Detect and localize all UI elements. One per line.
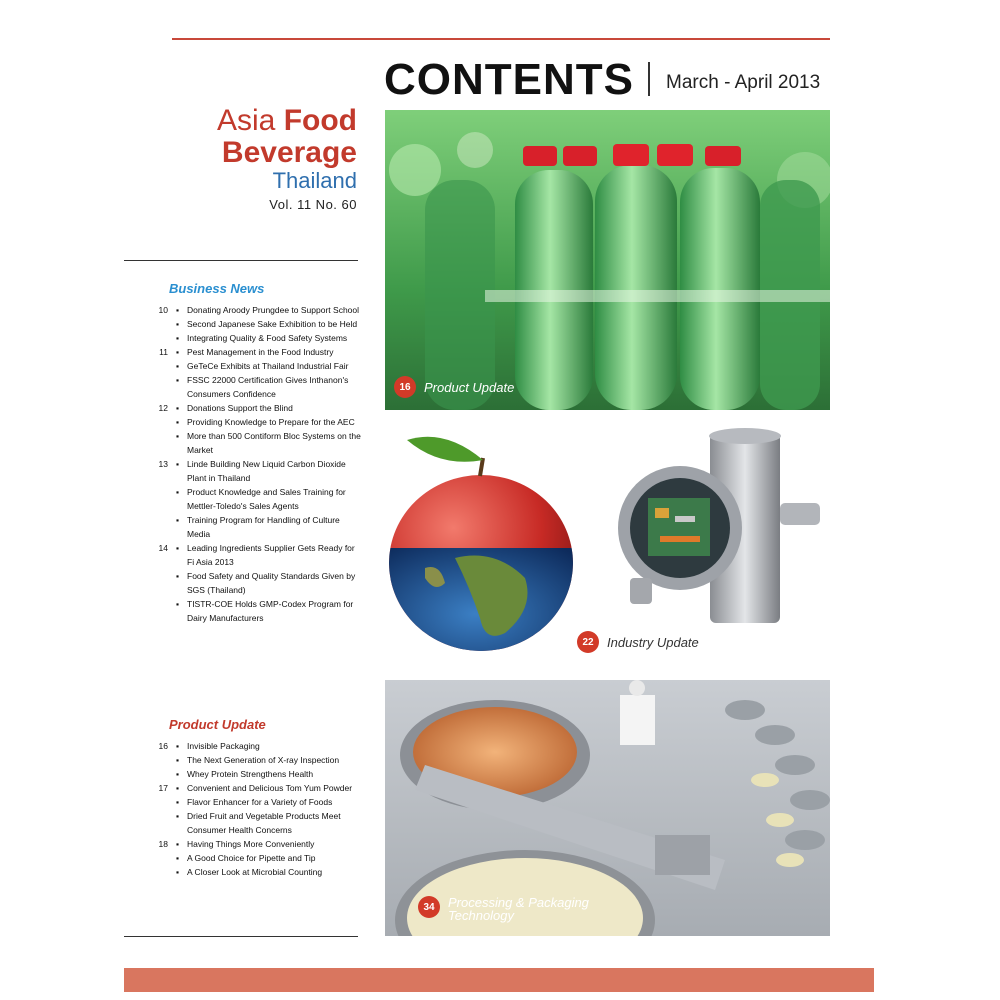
entry-title: Integrating Quality & Food Safety Systems: [187, 333, 348, 343]
sidebar-top-rule: [124, 260, 358, 261]
contents-entry[interactable]: [124, 569, 364, 597]
entry-title: Donating Aroody Prungdee to Support School: [187, 305, 360, 315]
page-number: [124, 429, 176, 457]
page-number: [124, 373, 176, 401]
title-separator: [648, 62, 650, 96]
bullet-icon: ▪: [176, 487, 180, 497]
bullet-icon: ▪: [176, 361, 180, 371]
bullet-icon: ▪: [176, 755, 180, 765]
bullet-icon: ▪: [176, 839, 180, 849]
entry-title: Leading Ingredients Supplier Gets Ready for Fi Asia 2013: [187, 543, 355, 567]
page-number: [124, 485, 176, 513]
bullet-icon: ▪: [176, 783, 180, 793]
page-number: [124, 331, 176, 345]
bottles-photo: [385, 110, 830, 410]
top-rule: [172, 38, 830, 40]
contents-entry[interactable]: [124, 513, 364, 541]
page-number: 17: [158, 783, 168, 793]
bullet-icon: ▪: [176, 853, 180, 863]
page-number: 18: [158, 839, 168, 849]
page-number: 13: [158, 459, 168, 469]
brand-country: Thailand: [272, 168, 357, 193]
section-heading: Business News: [169, 281, 265, 296]
contents-entry[interactable]: [124, 373, 364, 401]
entry-list: [124, 303, 364, 625]
feature-label-product-update[interactable]: [394, 376, 514, 398]
sensor-illustration: [600, 428, 830, 628]
page-badge: 22: [577, 631, 599, 653]
contents-entry[interactable]: [124, 359, 364, 373]
bullet-icon: ▪: [176, 741, 180, 751]
contents-entry[interactable]: [124, 809, 364, 837]
bullet-icon: ▪: [176, 515, 180, 525]
bullet-icon: ▪: [176, 459, 180, 469]
bullet-icon: ▪: [176, 403, 180, 413]
contents-entry[interactable]: [124, 541, 364, 569]
contents-entry[interactable]: [124, 303, 364, 317]
entry-title: Second Japanese Sake Exhibition to be Held: [187, 319, 358, 329]
entry-title: Pest Management in the Food Industry: [187, 347, 334, 357]
bottles-illustration: [385, 110, 830, 410]
contents-entry[interactable]: [124, 781, 364, 795]
page-number: 11: [159, 347, 168, 357]
page-number: [124, 767, 176, 781]
feature-label-processing-packaging[interactable]: [418, 896, 608, 922]
contents-entry[interactable]: [124, 457, 364, 485]
contents-entry[interactable]: [124, 597, 364, 625]
entry-title: GeTeCe Exhibits at Thailand Industrial Fair: [187, 361, 349, 371]
contents-entry[interactable]: [124, 485, 364, 513]
entry-title: FSSC 22000 Certification Gives Inthanon's Consumers Confidence: [187, 375, 349, 399]
bullet-icon: ▪: [176, 319, 180, 329]
brand-food: Food: [283, 104, 357, 137]
bullet-icon: ▪: [176, 347, 180, 357]
magazine-brand: [217, 106, 357, 211]
contents-entry[interactable]: [124, 837, 364, 851]
entry-title: More than 500 Contiform Bloc Systems on the Market: [187, 431, 361, 455]
business-news-section: [124, 281, 364, 625]
feature-title: Processing & Packaging Technology: [448, 895, 589, 923]
page-number: [124, 851, 176, 865]
page-title: CONTENTS: [384, 55, 634, 104]
page-number: 10: [158, 305, 168, 315]
contents-entry[interactable]: [124, 331, 364, 345]
brand-volume: Vol. 11 No. 60: [269, 197, 357, 212]
page-number: [124, 753, 176, 767]
bullet-icon: ▪: [176, 417, 180, 427]
feature-title: Product Update: [424, 379, 515, 395]
page-number: [124, 359, 176, 373]
entry-title: Dried Fruit and Vegetable Products Meet Consumer Health Concerns: [187, 811, 341, 835]
contents-entry[interactable]: [124, 851, 364, 865]
feature-title: Industry Update: [607, 634, 699, 650]
entry-title: Invisible Packaging: [187, 741, 260, 751]
contents-entry[interactable]: [124, 317, 364, 331]
entry-list: [124, 739, 364, 879]
product-update-section: [124, 717, 364, 879]
bullet-icon: ▪: [176, 769, 180, 779]
entry-title: Donations Support the Blind: [187, 403, 293, 413]
entry-title: Linde Building New Liquid Carbon Dioxide Plant in Thailand: [187, 459, 346, 483]
section-heading: Product Update: [169, 717, 266, 732]
page-number: 12: [158, 403, 168, 413]
contents-entry[interactable]: [124, 753, 364, 767]
contents-entry[interactable]: [124, 767, 364, 781]
brand-line-1: [217, 106, 357, 136]
entry-title: Product Knowledge and Sales Training for Mettler-Toledo's Sales Agents: [187, 487, 346, 511]
contents-entry[interactable]: [124, 865, 364, 879]
contents-entry[interactable]: [124, 401, 364, 415]
sidebar-bottom-rule: [124, 936, 358, 937]
brand-asia: Asia: [216, 104, 276, 137]
apple-earth-photo: [385, 428, 585, 658]
page-number: [124, 317, 176, 331]
page-number: [124, 795, 176, 809]
entry-title: A Closer Look at Microbial Counting: [187, 867, 323, 877]
page-number: [124, 513, 176, 541]
entry-title: Providing Knowledge to Prepare for the AEC: [187, 417, 355, 427]
contents-entry[interactable]: [124, 739, 364, 753]
entry-title: Whey Protein Strengthens Health: [187, 769, 314, 779]
entry-title: Flavor Enhancer for a Variety of Foods: [187, 797, 333, 807]
entry-title: The Next Generation of X-ray Inspection: [187, 755, 340, 765]
contents-entry[interactable]: [124, 795, 364, 809]
bullet-icon: ▪: [176, 543, 180, 553]
entry-title: Having Things More Conveniently: [187, 839, 315, 849]
contents-entry[interactable]: [124, 345, 364, 359]
page-number: [124, 597, 176, 625]
entry-title: A Good Choice for Pipette and Tip: [187, 853, 316, 863]
bullet-icon: ▪: [176, 571, 180, 581]
bullet-icon: ▪: [176, 867, 180, 877]
page-number: [124, 865, 176, 879]
apple-earth-illustration: [385, 428, 585, 658]
page-number: [124, 415, 176, 429]
page-badge: 34: [418, 896, 440, 918]
bullet-icon: ▪: [176, 305, 180, 315]
page-number: [124, 809, 176, 837]
page-number: 16: [158, 741, 168, 751]
feature-label-industry-update[interactable]: [577, 631, 699, 653]
entry-title: Food Safety and Quality Standards Given by SGS (Thailand): [187, 571, 356, 595]
contents-entry[interactable]: [124, 429, 364, 457]
page-number: [124, 569, 176, 597]
bottom-color-band: [124, 968, 874, 992]
bullet-icon: ▪: [176, 431, 180, 441]
bullet-icon: ▪: [176, 599, 180, 609]
entry-title: Training Program for Handling of Culture Media: [187, 515, 340, 539]
bullet-icon: ▪: [176, 811, 180, 821]
page-badge: 16: [394, 376, 416, 398]
page-number: 14: [158, 543, 168, 553]
bullet-icon: ▪: [176, 797, 180, 807]
issue-date: March - April 2013: [666, 72, 821, 93]
bullet-icon: ▪: [176, 375, 180, 385]
entry-title: TISTR-COE Holds GMP-Codex Program for Dairy Manufacturers: [187, 599, 354, 623]
sensor-device-photo: [600, 428, 830, 628]
entry-title: Convenient and Delicious Tom Yum Powder: [187, 783, 353, 793]
bullet-icon: ▪: [176, 333, 180, 343]
contents-entry[interactable]: [124, 415, 364, 429]
brand-beverage: Beverage: [221, 136, 357, 169]
